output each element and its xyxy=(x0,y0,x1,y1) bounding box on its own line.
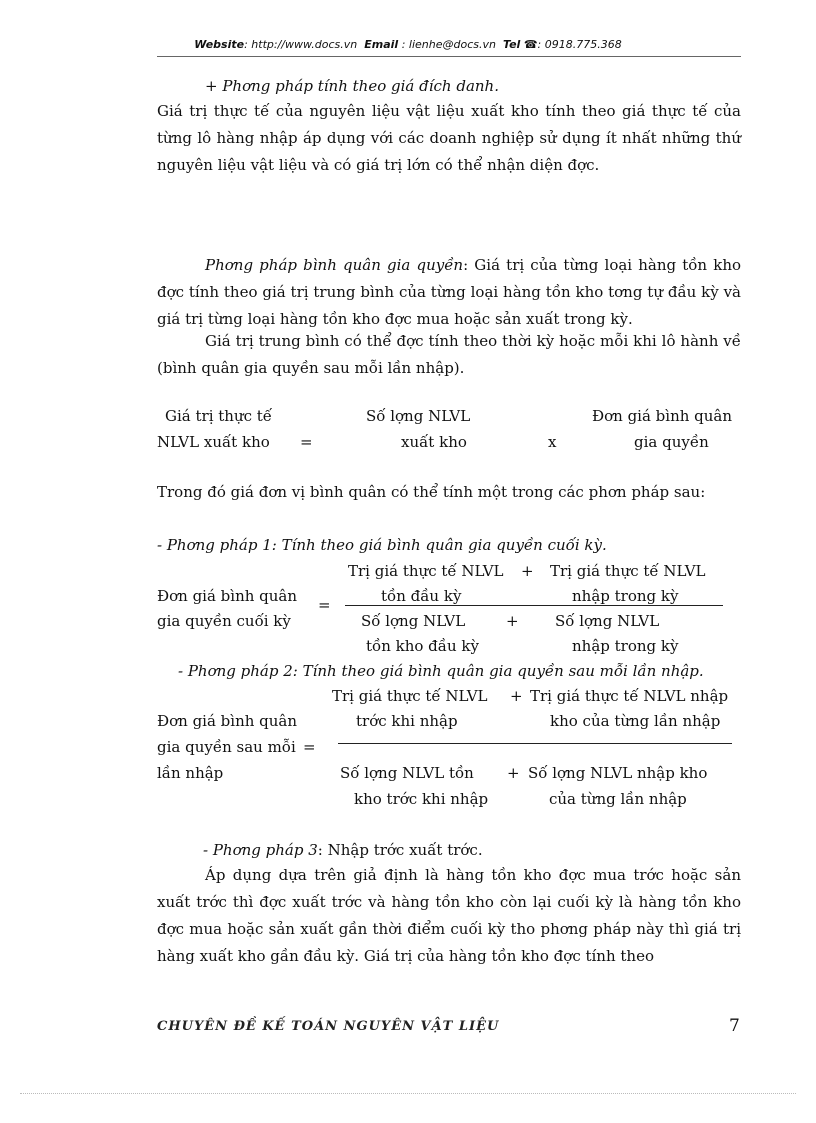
section2-body: : Giá trị của từng loại hàng tồn kho đợc tính theo giá trị trung bình của từng loại hàng tồn kho tơng tự đầu kỳ và giá trị từng loại hàng tồn kho đợc mua hoặc sản xuất trong kỳ. xyxy=(157,256,742,328)
method2-title: - Phơng pháp 2: Tính theo giá bình quân gia quyền sau mỗi lần nhập. xyxy=(178,662,704,680)
method1-num-b2: nhập trong kỳ xyxy=(572,587,679,605)
method2-num-plus: + xyxy=(510,687,523,705)
section2-paragraph xyxy=(157,252,741,333)
method1-den-b1: Số lợng NLVL xyxy=(555,612,660,630)
method3-body: Áp dụng dựa trên giả định là hàng tồn kho đợc mua trớc hoặc sản xuất trớc thì đợc xuất trớc và hàng tồn kho còn lại cuối kỳ là hàng tồn kho đợc mua hoặc sản xuất gần thời điểm cuối kỳ tho phơng pháp này thì giá trị hàng xuất kho gần đầu kỳ. Giá trị của hàng tồn kho đợc tính theo xyxy=(157,866,741,965)
method1-num-b1: Trị giá thực tế NLVL xyxy=(550,562,706,580)
tel-label: Tel xyxy=(502,38,521,51)
method2-fraction-bar xyxy=(338,743,732,744)
page-number: 7 xyxy=(729,1016,740,1036)
method1-num-plus: + xyxy=(521,562,534,580)
method1-den-a1: Số lợng NLVL xyxy=(361,612,466,630)
email-value: : lienhe@docs.vn xyxy=(401,38,496,51)
method2-den-a1: Số lợng NLVL tồn xyxy=(340,764,474,782)
section1-title: + Phơng pháp tính theo giá đích danh. xyxy=(205,77,499,95)
section2-paragraph2 xyxy=(157,328,741,382)
methods-intro: Trong đó giá đơn vị bình quân có thể tính một trong các phơn pháp sau: xyxy=(157,483,706,501)
method1-den-a2: tồn kho đầu kỳ xyxy=(366,637,479,655)
method1-equals: = xyxy=(318,596,331,614)
section2-body2: Giá trị trung bình có thể đợc tính theo thời kỳ hoặc mỗi khi lô hành về (bình quân gia quyền sau mỗi lần nhập). xyxy=(157,332,741,377)
formula-equals: = xyxy=(300,433,313,451)
method1-title: - Phơng pháp 1: Tính theo giá bình quân gia quyền cuối kỳ. xyxy=(157,536,607,554)
method2-den-a2: kho trớc khi nhập xyxy=(354,790,489,808)
method2-den-plus: + xyxy=(507,764,520,782)
formula-right-line1: Đơn giá bình quân xyxy=(592,407,733,425)
formula-times: x xyxy=(548,433,557,451)
section1-body-text: Giá trị thực tế của nguyên liệu vật liệu xuất kho tính theo giá thực tế của từng lô hàng nhập áp dụng với các doanh nghiệp sử dụng ít nhất những thứ nguyên liệu vật liệu và có giá trị lớn có thể nhận diện đợc. xyxy=(157,102,741,174)
formula-mid-line2: xuất kho xyxy=(401,433,467,451)
method2-left1: Đơn giá bình quân xyxy=(157,712,298,730)
formula-right-line2: gia quyền xyxy=(634,433,709,451)
email-label: Email xyxy=(364,38,399,51)
method1-left1: Đơn giá bình quân xyxy=(157,587,298,605)
page-header xyxy=(0,38,816,51)
phone-icon: ☎ xyxy=(523,38,538,51)
method1-num-a2: tồn đầu kỳ xyxy=(381,587,462,605)
website-label: Website xyxy=(194,38,245,51)
method2-left3: lần nhập xyxy=(157,764,224,782)
method2-num-a1: Trị giá thực tế NLVL xyxy=(332,687,488,705)
formula-mid-line1: Số lợng NLVL xyxy=(366,407,471,425)
method2-num-a2: trớc khi nhập xyxy=(356,712,458,730)
method1-den-plus: + xyxy=(506,612,519,630)
method3-title-line xyxy=(203,837,483,864)
method2-num-b1: Trị giá thực tế NLVL nhập xyxy=(530,687,729,705)
method1-left2: gia quyền cuối kỳ xyxy=(157,612,291,630)
bottom-divider xyxy=(20,1093,796,1094)
section2-title: Phơng pháp bình quân gia quyền xyxy=(205,256,464,274)
method3-title: - Phơng pháp 3 xyxy=(203,841,318,859)
method3-title-rest: : Nhập trớc xuất trớc. xyxy=(317,841,483,859)
method3-paragraph xyxy=(157,862,741,970)
header-divider xyxy=(157,56,741,57)
website-value: : http://www.docs.vn xyxy=(244,38,358,51)
section1-body xyxy=(157,98,741,179)
method1-fraction-bar xyxy=(345,605,723,606)
formula-left-line2: NLVL xuất kho xyxy=(157,433,270,451)
tel-value: : 0918.775.368 xyxy=(537,38,622,51)
method2-den-b1: Số lợng NLVL nhập kho xyxy=(528,764,708,782)
footer-title: CHUYÊN ĐỀ KẾ TOÁN NGUYÊN VẬT LIỆU xyxy=(157,1019,500,1034)
method1-num-a1: Trị giá thực tế NLVL xyxy=(348,562,504,580)
method2-num-b2: kho của từng lần nhập xyxy=(550,712,721,730)
method2-left2: gia quyền sau mỗi xyxy=(157,738,296,756)
method1-den-b2: nhập trong kỳ xyxy=(572,637,679,655)
formula-left-line1: Giá trị thực tế xyxy=(165,407,273,425)
method2-equals: = xyxy=(303,738,316,756)
method2-den-b2: của từng lần nhập xyxy=(549,790,687,808)
